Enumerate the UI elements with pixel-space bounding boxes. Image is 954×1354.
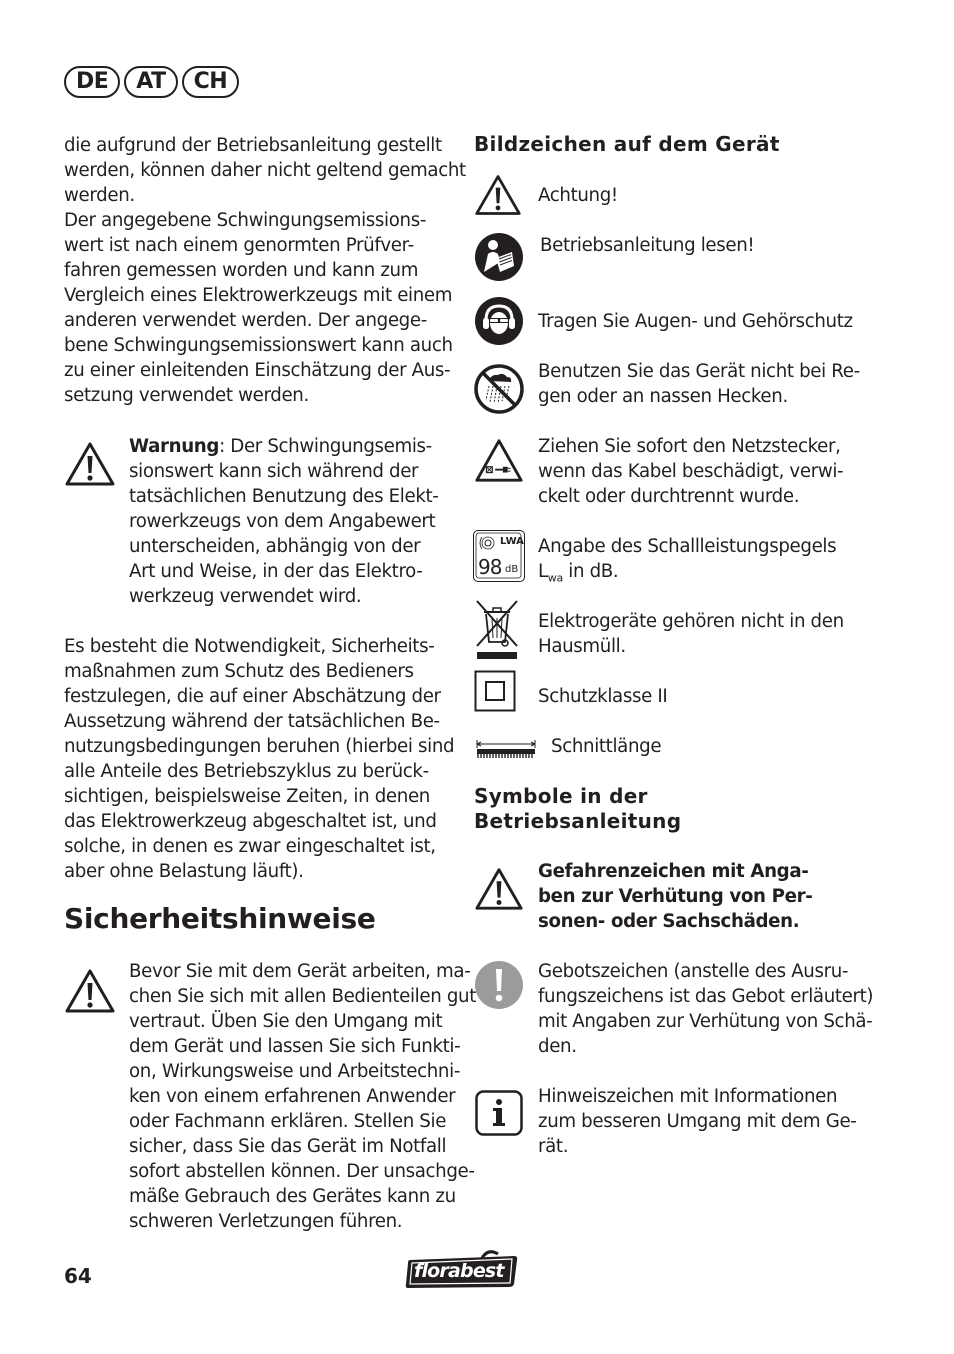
language-tabs	[64, 66, 243, 98]
text-line: den.	[538, 1036, 577, 1057]
text-line: Art und Weise, in der das Elektro-	[129, 561, 423, 582]
text-line: setzung verwendet werden.	[64, 385, 309, 406]
safety-paragraph	[129, 959, 476, 1234]
symbol-description	[538, 359, 860, 409]
mandatory-sign-icon	[474, 960, 524, 1010]
protection-class-ii-icon	[474, 670, 516, 712]
symbol-description	[538, 434, 843, 509]
warning-triangle-icon	[474, 172, 522, 218]
warning-triangle-icon	[474, 866, 524, 912]
text-line: on, Wirkungsweise und Arbeitstechni-	[129, 1061, 461, 1082]
section-heading-safety: Sicherheitshinweise	[64, 902, 376, 935]
symbol-description	[540, 233, 754, 258]
symbol-description	[538, 309, 853, 334]
sound-badge-label: LWA	[500, 536, 524, 547]
text-line: Vergleich eines Elektrowerkzeugs mit einem	[64, 285, 453, 306]
text-line: ken von einem erfahrenen Anwender	[129, 1086, 456, 1107]
text-line: die aufgrund der Betriebsanleitung gestellt	[64, 135, 442, 156]
text-line: oder Fachmann erklären. Stellen Sie	[129, 1111, 447, 1132]
section-heading-device-symbols: Bildzeichen auf dem Gerät	[474, 132, 780, 156]
text-line: fungszeichens ist das Gebot erläutert)	[538, 986, 874, 1007]
text-line: Bevor Sie mit dem Gerät arbeiten, ma-	[129, 961, 471, 982]
section-heading-manual-symbols	[474, 784, 681, 834]
text-line: zum besseren Umgang mit dem Ge-	[538, 1111, 857, 1132]
text-line: Schnittlänge	[551, 736, 662, 757]
text-line: zu einer einleitenden Einschätzung der Aus-	[64, 360, 451, 381]
text-line: sicher, dass Sie das Gerät im Notfall	[129, 1136, 447, 1157]
text-line: ben zur Verhütung von Per-	[538, 886, 813, 907]
eye-ear-protection-icon	[474, 296, 524, 346]
symbol-description	[538, 609, 844, 659]
text-fragment: L	[538, 561, 548, 582]
text-line: Ziehen Sie sofort den Netzstecker,	[538, 436, 841, 457]
warning-paragraph	[129, 434, 439, 609]
page-number: 64	[64, 1264, 92, 1288]
text-line: mit Angaben zur Verhütung von Schä-	[538, 1011, 873, 1032]
intro-paragraph	[64, 133, 466, 408]
text-line: wert ist nach einem genormten Prüfver-	[64, 235, 414, 256]
language-pill-at: AT	[124, 66, 177, 98]
sound-badge-value: 98	[478, 555, 502, 579]
heading-line: Symbole in der	[474, 784, 648, 808]
text-line: Achtung!	[538, 185, 618, 206]
text-line: sofort abstellen können. Der unsachge-	[129, 1161, 475, 1182]
text-line: unterscheiden, abhängig von der	[129, 536, 421, 557]
read-manual-icon	[474, 232, 524, 282]
language-pill-de: DE	[64, 66, 120, 98]
text-line: Der angegebene Schwingungsemissions-	[64, 210, 427, 231]
text-line: Es besteht die Notwendigkeit, Sicherheits-	[64, 636, 435, 657]
text-line: mäße Gebrauch des Gerätes kann zu	[129, 1186, 456, 1207]
text-line: fahren gemessen worden und kann zum	[64, 260, 419, 281]
text-line: maßnahmen zum Schutz des Bedieners	[64, 661, 414, 682]
symbol-description	[538, 859, 812, 934]
text-line: sionswert kann sich während der	[129, 461, 419, 482]
symbol-description	[538, 959, 873, 1059]
text-line: Aussetzung während der tatsächlichen Be-	[64, 711, 440, 732]
info-icon	[475, 1090, 523, 1136]
text-line: Tragen Sie Augen- und Gehörschutz	[538, 311, 853, 332]
brand-name: florabest	[414, 1260, 504, 1282]
no-rain-icon	[473, 363, 525, 415]
text-line: tatsächlichen Benutzung des Elekt-	[129, 486, 439, 507]
text-line: vertraut. Üben Sie den Umgang mit	[129, 1011, 443, 1032]
text-line: Schutzklasse II	[538, 686, 668, 707]
symbol-description	[538, 684, 667, 709]
warning-label: Warnung	[129, 436, 220, 457]
text-fragment: in dB.	[562, 561, 619, 582]
text-line: werkzeug verwendet wird.	[129, 586, 362, 607]
text-line: rät.	[538, 1136, 569, 1157]
text-line: Angabe des Schallleistungspegels	[538, 536, 837, 557]
cutting-length-icon	[473, 736, 539, 760]
text-line: aber ohne Belastung läuft).	[64, 861, 304, 882]
weee-bin-icon	[474, 598, 520, 662]
text-line: Hausmüll.	[538, 636, 626, 657]
sound-power-icon	[473, 530, 525, 582]
text-line: das Elektrowerkzeug abgeschaltet ist, und	[64, 811, 437, 832]
measures-paragraph	[64, 634, 454, 884]
language-pill-ch: CH	[182, 66, 240, 98]
symbol-description	[551, 734, 661, 759]
symbol-description	[538, 183, 618, 208]
text-line: Betriebsanleitung lesen!	[540, 235, 755, 256]
text-line: Elektrogeräte gehören nicht in den	[538, 611, 844, 632]
warning-triangle-icon	[64, 441, 116, 487]
text-line: Gefahrenzeichen mit Anga-	[538, 861, 809, 882]
text-line: nutzungsbedingungen beruhen (hierbei sind	[64, 736, 455, 757]
symbol-description	[538, 534, 836, 584]
warning-triangle-icon	[64, 968, 116, 1014]
text-line: : Der Schwingungsemis-	[219, 436, 432, 457]
symbol-description	[538, 1084, 857, 1159]
text-line: gen oder an nassen Hecken.	[538, 386, 788, 407]
text-line: Hinweiszeichen mit Informationen	[538, 1086, 838, 1107]
text-line: festzulegen, die auf einer Abschätzung der	[64, 686, 441, 707]
text-line: chen Sie sich mit allen Bedienteilen gut	[129, 986, 476, 1007]
florabest-logo	[404, 1250, 520, 1290]
text-line: Benutzen Sie das Gerät nicht bei Re-	[538, 361, 860, 382]
text-line: schweren Verletzungen führen.	[129, 1211, 403, 1232]
heading-line: Betriebsanleitung	[474, 809, 682, 833]
text-line: bene Schwingungsemissionswert kann auch	[64, 335, 453, 356]
text-line: werden, können daher nicht geltend gemacht	[64, 160, 466, 181]
text-line: dem Gerät und lassen Sie sich Funkti-	[129, 1036, 461, 1057]
text-line: Gebotszeichen (anstelle des Ausru-	[538, 961, 849, 982]
sound-badge-unit: dB	[505, 564, 519, 575]
text-line: anderen verwendet werden. Der angege-	[64, 310, 427, 331]
text-line: werden.	[64, 185, 135, 206]
text-line: rowerkzeugs von dem Angabewert	[129, 511, 436, 532]
text-line: alle Anteile des Betriebszyklus zu berück-	[64, 761, 429, 782]
text-line: ckelt oder durchtrennt wurde.	[538, 486, 800, 507]
unplug-warning-icon	[474, 437, 524, 485]
text-line: wenn das Kabel beschädigt, verwi-	[538, 461, 844, 482]
text-subscript: wa	[547, 571, 563, 585]
text-line: sichtigen, beispielsweise Zeiten, in denen	[64, 786, 430, 807]
text-line: solche, in denen es zwar eingeschaltet ist,	[64, 836, 436, 857]
text-line: sonen- oder Sachschäden.	[538, 911, 800, 932]
